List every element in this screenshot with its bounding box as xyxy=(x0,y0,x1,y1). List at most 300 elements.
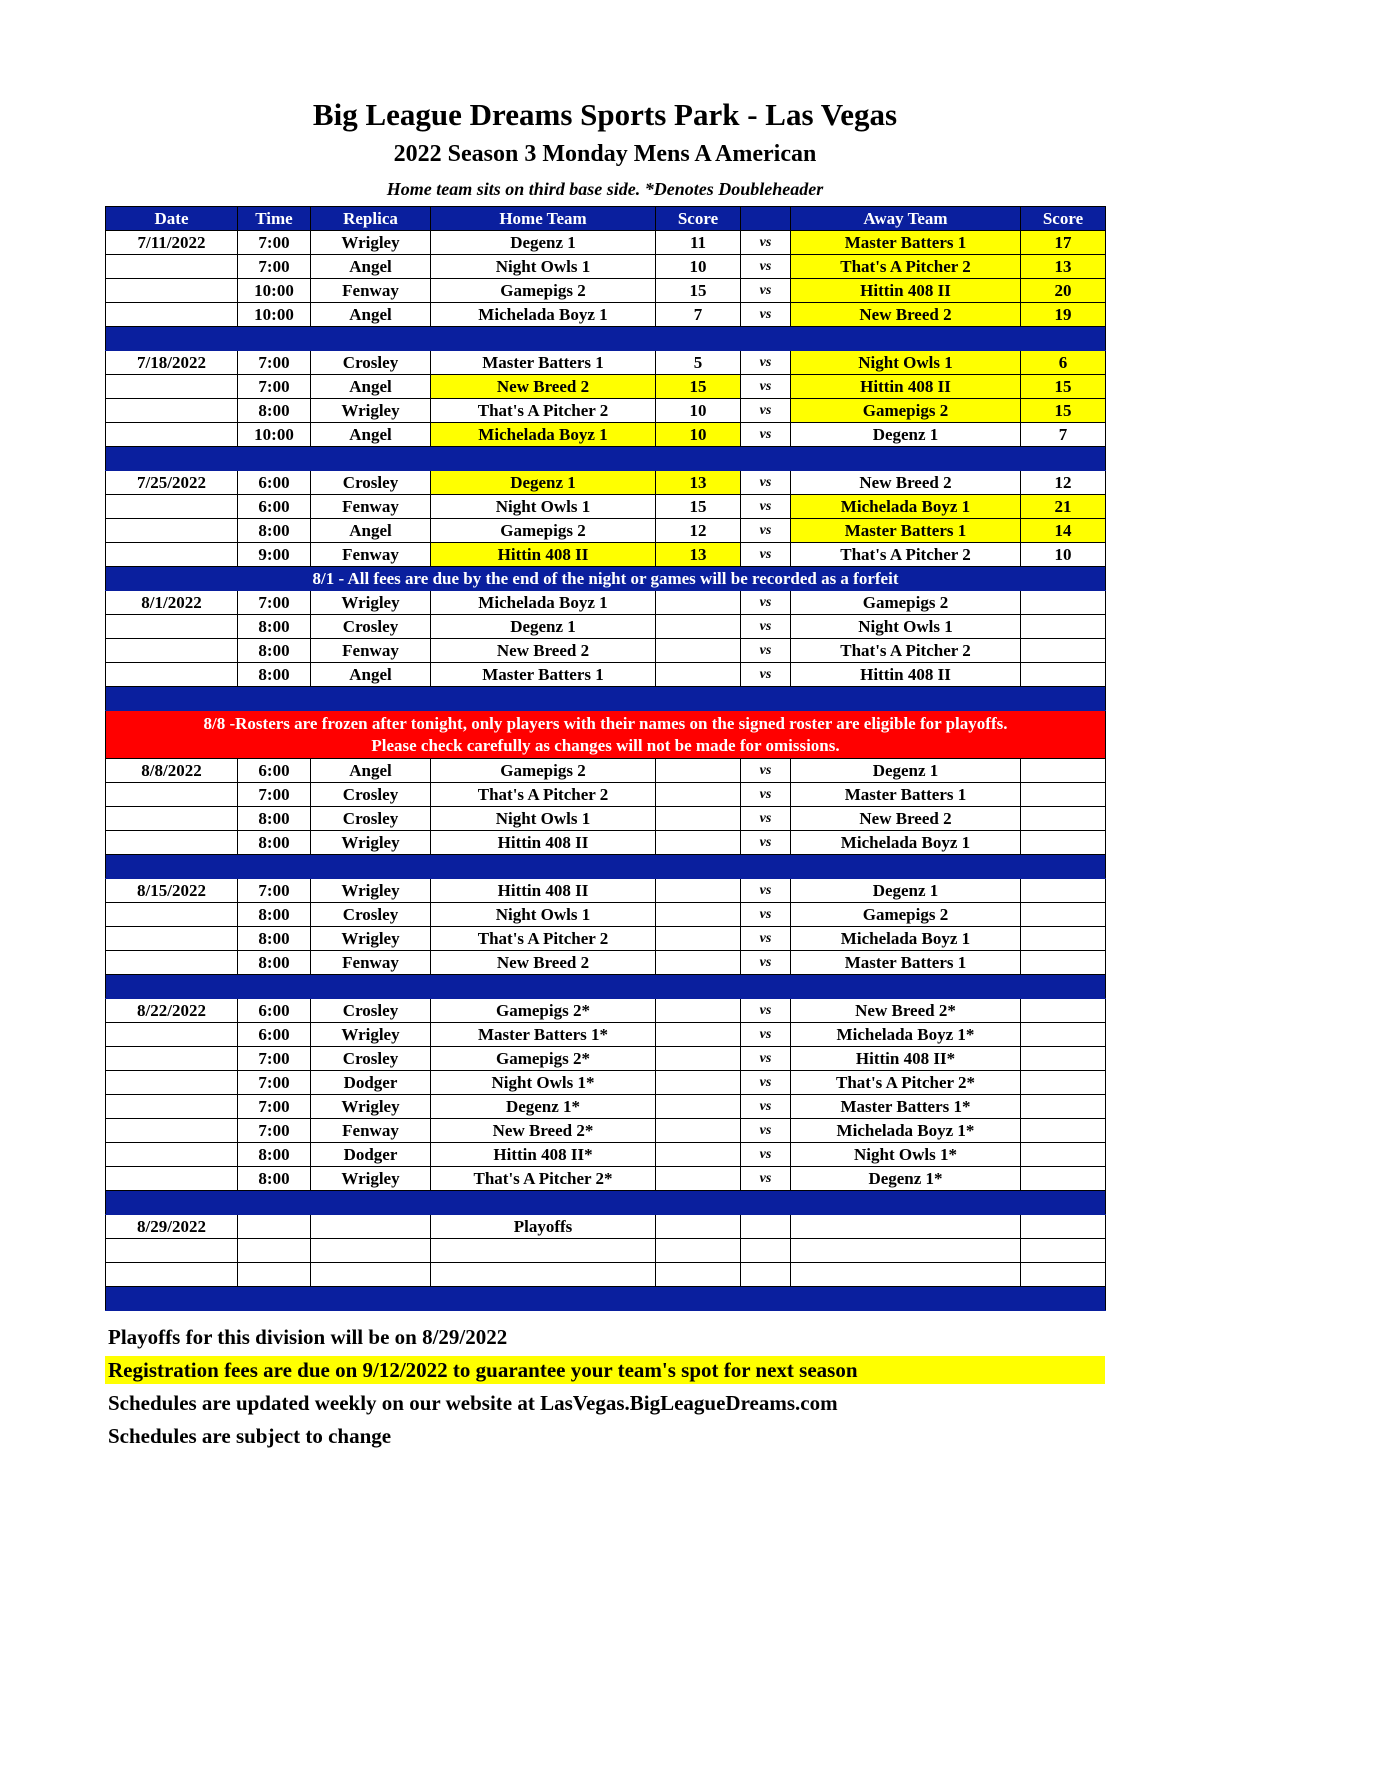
cell-date xyxy=(106,423,238,447)
cell-vs: vs xyxy=(741,423,791,447)
cell-date xyxy=(106,1071,238,1095)
cell-away-team: Night Owls 1* xyxy=(791,1143,1021,1167)
cell-away-team: Michelada Boyz 1* xyxy=(791,1023,1021,1047)
cell-away-score xyxy=(1021,1095,1106,1119)
cell-replica: Angel xyxy=(311,759,431,783)
cell-date xyxy=(106,1263,238,1287)
cell-away-score: 15 xyxy=(1021,375,1106,399)
cell-away-score xyxy=(1021,783,1106,807)
cell-away-score: 12 xyxy=(1021,471,1106,495)
footer-line: Schedules are updated weekly on our website at LasVegas.BigLeagueDreams.com xyxy=(108,1391,838,1415)
cell-home-score: 15 xyxy=(656,495,741,519)
cell-home-team: Degenz 1* xyxy=(431,1095,656,1119)
cell-away-score xyxy=(1021,1119,1106,1143)
navy-banner-row xyxy=(106,567,1106,591)
cell-vs: vs xyxy=(741,591,791,615)
cell-time: 8:00 xyxy=(238,807,311,831)
spacer-bar xyxy=(106,855,1106,879)
cell-home-score xyxy=(656,615,741,639)
cell-away-score xyxy=(1021,999,1106,1023)
cell-vs: vs xyxy=(741,255,791,279)
cell-home-score xyxy=(656,639,741,663)
footer-line: Schedules are subject to change xyxy=(108,1424,392,1448)
cell-home-score: 13 xyxy=(656,471,741,495)
cell-time: 9:00 xyxy=(238,543,311,567)
cell-away-score: 21 xyxy=(1021,495,1106,519)
cell-date xyxy=(106,783,238,807)
game-row xyxy=(106,279,1106,303)
cell-time: 8:00 xyxy=(238,1167,311,1191)
cell-away-team: That's A Pitcher 2 xyxy=(791,543,1021,567)
cell-replica: Wrigley xyxy=(311,231,431,255)
cell-vs: vs xyxy=(741,375,791,399)
cell-date: 8/29/2022 xyxy=(106,1215,238,1239)
cell-time: 8:00 xyxy=(238,1143,311,1167)
game-row xyxy=(106,831,1106,855)
game-row xyxy=(106,1167,1106,1191)
cell-away-score xyxy=(1021,591,1106,615)
header-cell-time: Time xyxy=(238,207,311,231)
cell-time: 8:00 xyxy=(238,951,311,975)
cell-away-score xyxy=(1021,615,1106,639)
cell-replica: Wrigley xyxy=(311,831,431,855)
cell-vs xyxy=(741,1239,791,1263)
cell-home-score xyxy=(656,1215,741,1239)
cell-away-team: Michelada Boyz 1* xyxy=(791,1119,1021,1143)
cell-home-team: New Breed 2 xyxy=(431,639,656,663)
game-row xyxy=(106,783,1106,807)
cell-away-team xyxy=(791,1239,1021,1263)
cell-date xyxy=(106,1023,238,1047)
cell-home-team: Gamepigs 2 xyxy=(431,759,656,783)
cell-away-score: 6 xyxy=(1021,351,1106,375)
cell-date xyxy=(106,831,238,855)
empty-row xyxy=(106,1263,1106,1287)
game-row xyxy=(106,615,1106,639)
cell-date xyxy=(106,807,238,831)
cell-time: 10:00 xyxy=(238,279,311,303)
cell-vs xyxy=(741,1263,791,1287)
cell-date xyxy=(106,1047,238,1071)
cell-date: 7/11/2022 xyxy=(106,231,238,255)
cell-time: 7:00 xyxy=(238,591,311,615)
cell-date xyxy=(106,927,238,951)
spacer-row xyxy=(106,855,1106,879)
cell-replica: Crosley xyxy=(311,783,431,807)
cell-time xyxy=(238,1239,311,1263)
spacer-row xyxy=(106,687,1106,711)
cell-home-team: Degenz 1 xyxy=(431,615,656,639)
game-row xyxy=(106,639,1106,663)
cell-home-score xyxy=(656,783,741,807)
cell-away-team: Degenz 1 xyxy=(791,879,1021,903)
cell-vs: vs xyxy=(741,471,791,495)
cell-vs xyxy=(741,1215,791,1239)
cell-away-team: Master Batters 1* xyxy=(791,1095,1021,1119)
cell-away-score xyxy=(1021,1215,1106,1239)
cell-date: 7/25/2022 xyxy=(106,471,238,495)
game-row xyxy=(106,1095,1106,1119)
cell-away-team: That's A Pitcher 2 xyxy=(791,255,1021,279)
cell-home-score xyxy=(656,1071,741,1095)
cell-date xyxy=(106,399,238,423)
cell-time: 6:00 xyxy=(238,999,311,1023)
cell-vs: vs xyxy=(741,807,791,831)
cell-away-score: 20 xyxy=(1021,279,1106,303)
spacer-row xyxy=(106,1191,1106,1215)
cell-away-score xyxy=(1021,1071,1106,1095)
game-row xyxy=(106,1047,1106,1071)
game-row xyxy=(106,495,1106,519)
cell-home-team: Michelada Boyz 1 xyxy=(431,591,656,615)
cell-replica: Wrigley xyxy=(311,399,431,423)
cell-home-team: Night Owls 1* xyxy=(431,1071,656,1095)
cell-home-team: New Breed 2 xyxy=(431,951,656,975)
cell-replica: Angel xyxy=(311,375,431,399)
cell-away-score xyxy=(1021,927,1106,951)
cell-away-team: Hittin 408 II* xyxy=(791,1047,1021,1071)
schedule-sheet xyxy=(105,96,1105,1450)
cell-replica: Angel xyxy=(311,255,431,279)
cell-home-team: Playoffs xyxy=(431,1215,656,1239)
cell-away-team: Michelada Boyz 1 xyxy=(791,495,1021,519)
cell-home-score: 10 xyxy=(656,423,741,447)
cell-away-score xyxy=(1021,807,1106,831)
game-row xyxy=(106,807,1106,831)
cell-away-team: Night Owls 1 xyxy=(791,351,1021,375)
cell-away-team: Degenz 1* xyxy=(791,1167,1021,1191)
cell-away-score xyxy=(1021,831,1106,855)
cell-away-score xyxy=(1021,663,1106,687)
cell-date: 7/18/2022 xyxy=(106,351,238,375)
cell-away-team: Degenz 1 xyxy=(791,423,1021,447)
cell-home-team: Hittin 408 II xyxy=(431,543,656,567)
header-cell-date: Date xyxy=(106,207,238,231)
cell-away-team: New Breed 2 xyxy=(791,303,1021,327)
cell-time: 8:00 xyxy=(238,399,311,423)
cell-away-team: Night Owls 1 xyxy=(791,615,1021,639)
banner-text: Please check carefully as changes will not be made for omissions. xyxy=(371,735,840,755)
game-row xyxy=(106,543,1106,567)
cell-time: 8:00 xyxy=(238,639,311,663)
cell-date: 8/8/2022 xyxy=(106,759,238,783)
cell-vs: vs xyxy=(741,543,791,567)
cell-vs: vs xyxy=(741,1071,791,1095)
cell-home-team: Hittin 408 II* xyxy=(431,1143,656,1167)
cell-home-score xyxy=(656,903,741,927)
cell-replica: Dodger xyxy=(311,1071,431,1095)
cell-replica: Crosley xyxy=(311,807,431,831)
spacer-bar xyxy=(106,1191,1106,1215)
cell-date xyxy=(106,1095,238,1119)
cell-home-team: Night Owls 1 xyxy=(431,903,656,927)
cell-away-score: 19 xyxy=(1021,303,1106,327)
cell-away-score xyxy=(1021,1047,1106,1071)
cell-away-team: Gamepigs 2 xyxy=(791,399,1021,423)
cell-vs: vs xyxy=(741,951,791,975)
cell-away-team: New Breed 2 xyxy=(791,807,1021,831)
cell-time: 7:00 xyxy=(238,1047,311,1071)
header-row xyxy=(106,207,1106,231)
cell-home-team: Master Batters 1 xyxy=(431,351,656,375)
header-cell-away-team: Away Team xyxy=(791,207,1021,231)
cell-away-team: Degenz 1 xyxy=(791,759,1021,783)
cell-home-score xyxy=(656,1239,741,1263)
cell-away-team: That's A Pitcher 2* xyxy=(791,1071,1021,1095)
cell-home-score: 10 xyxy=(656,255,741,279)
cell-time xyxy=(238,1215,311,1239)
cell-time: 7:00 xyxy=(238,375,311,399)
page-title: Big League Dreams Sports Park - Las Vegas xyxy=(312,97,898,132)
cell-time: 7:00 xyxy=(238,879,311,903)
cell-vs: vs xyxy=(741,927,791,951)
page-subtitle: 2022 Season 3 Monday Mens A American xyxy=(393,141,817,167)
cell-home-score xyxy=(656,831,741,855)
header-cell-vs xyxy=(741,207,791,231)
cell-home-score xyxy=(656,663,741,687)
cell-vs: vs xyxy=(741,783,791,807)
cell-date xyxy=(106,639,238,663)
cell-date xyxy=(106,495,238,519)
cell-time: 10:00 xyxy=(238,303,311,327)
game-row xyxy=(106,1023,1106,1047)
game-row xyxy=(106,999,1106,1023)
cell-home-team: Gamepigs 2 xyxy=(431,519,656,543)
game-row xyxy=(106,1215,1106,1239)
cell-home-score xyxy=(656,999,741,1023)
cell-replica: Fenway xyxy=(311,951,431,975)
cell-vs: vs xyxy=(741,759,791,783)
cell-home-team: New Breed 2 xyxy=(431,375,656,399)
cell-home-team: Gamepigs 2* xyxy=(431,1047,656,1071)
cell-home-team: That's A Pitcher 2 xyxy=(431,783,656,807)
cell-vs: vs xyxy=(741,639,791,663)
cell-away-score: 13 xyxy=(1021,255,1106,279)
cell-vs: vs xyxy=(741,903,791,927)
cell-vs: vs xyxy=(741,1119,791,1143)
cell-home-team: That's A Pitcher 2 xyxy=(431,927,656,951)
spacer-row xyxy=(106,447,1106,471)
header-cell-score: Score xyxy=(1021,207,1106,231)
banner-cell xyxy=(106,567,1106,591)
cell-replica: Crosley xyxy=(311,615,431,639)
cell-home-score xyxy=(656,807,741,831)
cell-away-score xyxy=(1021,1143,1106,1167)
cell-home-team: Night Owls 1 xyxy=(431,495,656,519)
cell-home-team: Hittin 408 II xyxy=(431,879,656,903)
cell-home-score: 12 xyxy=(656,519,741,543)
cell-date xyxy=(106,903,238,927)
cell-away-score xyxy=(1021,903,1106,927)
cell-home-score xyxy=(656,1167,741,1191)
cell-away-team xyxy=(791,1263,1021,1287)
cell-home-team: Hittin 408 II xyxy=(431,831,656,855)
cell-time: 8:00 xyxy=(238,615,311,639)
cell-home-team: New Breed 2* xyxy=(431,1119,656,1143)
cell-home-team: Master Batters 1* xyxy=(431,1023,656,1047)
cell-time: 8:00 xyxy=(238,519,311,543)
cell-time: 6:00 xyxy=(238,471,311,495)
game-row xyxy=(106,759,1106,783)
cell-home-score xyxy=(656,927,741,951)
cell-date xyxy=(106,663,238,687)
cell-vs: vs xyxy=(741,1143,791,1167)
cell-date: 8/15/2022 xyxy=(106,879,238,903)
header-cell-score: Score xyxy=(656,207,741,231)
cell-date xyxy=(106,375,238,399)
game-row xyxy=(106,879,1106,903)
cell-away-team: Master Batters 1 xyxy=(791,951,1021,975)
cell-time: 7:00 xyxy=(238,783,311,807)
cell-replica: Angel xyxy=(311,303,431,327)
cell-replica: Wrigley xyxy=(311,1095,431,1119)
cell-home-team: Degenz 1 xyxy=(431,471,656,495)
footer-line: Registration fees are due on 9/12/2022 to guarantee your team's spot for next season xyxy=(105,1356,1105,1384)
cell-time: 8:00 xyxy=(238,663,311,687)
game-row xyxy=(106,519,1106,543)
cell-vs: vs xyxy=(741,399,791,423)
cell-replica: Crosley xyxy=(311,351,431,375)
cell-home-score xyxy=(656,1119,741,1143)
cell-time: 7:00 xyxy=(238,1071,311,1095)
cell-replica: Crosley xyxy=(311,903,431,927)
cell-home-team: Master Batters 1 xyxy=(431,663,656,687)
cell-replica: Fenway xyxy=(311,639,431,663)
cell-away-score: 10 xyxy=(1021,543,1106,567)
cell-replica: Crosley xyxy=(311,999,431,1023)
cell-home-score: 15 xyxy=(656,279,741,303)
game-row xyxy=(106,423,1106,447)
cell-replica xyxy=(311,1263,431,1287)
cell-vs: vs xyxy=(741,303,791,327)
red-banner-row xyxy=(106,711,1106,759)
cell-date: 8/1/2022 xyxy=(106,591,238,615)
schedule-body xyxy=(106,231,1106,1311)
game-row xyxy=(106,903,1106,927)
spacer-row xyxy=(106,1287,1106,1311)
cell-replica: Angel xyxy=(311,423,431,447)
cell-time: 6:00 xyxy=(238,1023,311,1047)
header-cell-home-team: Home Team xyxy=(431,207,656,231)
spacer-bar xyxy=(106,975,1106,999)
cell-replica: Fenway xyxy=(311,1119,431,1143)
cell-replica: Wrigley xyxy=(311,591,431,615)
game-row xyxy=(106,927,1106,951)
game-row xyxy=(106,303,1106,327)
game-row xyxy=(106,231,1106,255)
cell-date xyxy=(106,1167,238,1191)
banner-text: 8/1 - All fees are due by the end of the night or games will be recorded as a forfeit xyxy=(312,568,899,588)
cell-vs: vs xyxy=(741,351,791,375)
game-row xyxy=(106,471,1106,495)
cell-time: 7:00 xyxy=(238,255,311,279)
game-row xyxy=(106,663,1106,687)
game-row xyxy=(106,1119,1106,1143)
cell-away-team xyxy=(791,1215,1021,1239)
cell-vs: vs xyxy=(741,831,791,855)
cell-vs: vs xyxy=(741,231,791,255)
cell-home-team xyxy=(431,1239,656,1263)
cell-home-team: That's A Pitcher 2 xyxy=(431,399,656,423)
cell-vs: vs xyxy=(741,1095,791,1119)
cell-date: 8/22/2022 xyxy=(106,999,238,1023)
cell-home-score: 7 xyxy=(656,303,741,327)
cell-away-score xyxy=(1021,951,1106,975)
cell-away-score xyxy=(1021,639,1106,663)
cell-away-score xyxy=(1021,1239,1106,1263)
cell-away-team: That's A Pitcher 2 xyxy=(791,639,1021,663)
cell-date xyxy=(106,543,238,567)
footer-line: Playoffs for this division will be on 8/29/2022 xyxy=(108,1325,508,1349)
cell-date xyxy=(106,255,238,279)
cell-replica: Wrigley xyxy=(311,927,431,951)
game-row xyxy=(106,399,1106,423)
cell-away-score xyxy=(1021,1023,1106,1047)
cell-time: 7:00 xyxy=(238,351,311,375)
cell-home-score xyxy=(656,1023,741,1047)
cell-away-score: 14 xyxy=(1021,519,1106,543)
cell-date xyxy=(106,615,238,639)
cell-away-score: 7 xyxy=(1021,423,1106,447)
cell-away-team: Master Batters 1 xyxy=(791,231,1021,255)
cell-vs: vs xyxy=(741,999,791,1023)
cell-replica: Crosley xyxy=(311,1047,431,1071)
banner-cell xyxy=(106,711,1106,759)
game-row xyxy=(106,255,1106,279)
cell-home-score xyxy=(656,1095,741,1119)
cell-home-score: 13 xyxy=(656,543,741,567)
cell-date xyxy=(106,951,238,975)
cell-replica xyxy=(311,1215,431,1239)
cell-replica: Dodger xyxy=(311,1143,431,1167)
cell-home-score: 15 xyxy=(656,375,741,399)
cell-time: 7:00 xyxy=(238,1119,311,1143)
game-row xyxy=(106,1143,1106,1167)
cell-home-score xyxy=(656,951,741,975)
cell-replica: Angel xyxy=(311,519,431,543)
spacer-bar xyxy=(106,687,1106,711)
cell-home-team: Degenz 1 xyxy=(431,231,656,255)
cell-home-score xyxy=(656,1263,741,1287)
cell-replica: Crosley xyxy=(311,471,431,495)
cell-vs: vs xyxy=(741,879,791,903)
cell-vs: vs xyxy=(741,519,791,543)
cell-home-score: 5 xyxy=(656,351,741,375)
cell-vs: vs xyxy=(741,663,791,687)
cell-away-team: Michelada Boyz 1 xyxy=(791,831,1021,855)
cell-home-score: 10 xyxy=(656,399,741,423)
banner-text: 8/8 -Rosters are frozen after tonight, only players with their names on the signed roster are eligible for playoffs. xyxy=(203,713,1008,733)
cell-away-team: New Breed 2* xyxy=(791,999,1021,1023)
cell-replica: Wrigley xyxy=(311,1167,431,1191)
cell-date xyxy=(106,279,238,303)
cell-home-score xyxy=(656,759,741,783)
cell-home-score: 11 xyxy=(656,231,741,255)
cell-away-score xyxy=(1021,1263,1106,1287)
cell-replica: Fenway xyxy=(311,543,431,567)
cell-home-score xyxy=(656,1047,741,1071)
cell-home-team: Michelada Boyz 1 xyxy=(431,303,656,327)
cell-home-team: Gamepigs 2 xyxy=(431,279,656,303)
cell-vs: vs xyxy=(741,279,791,303)
game-row xyxy=(106,375,1106,399)
cell-time: 7:00 xyxy=(238,1095,311,1119)
cell-home-team: That's A Pitcher 2* xyxy=(431,1167,656,1191)
spacer-bar xyxy=(106,327,1106,351)
cell-time: 10:00 xyxy=(238,423,311,447)
cell-vs: vs xyxy=(741,1167,791,1191)
cell-vs: vs xyxy=(741,495,791,519)
